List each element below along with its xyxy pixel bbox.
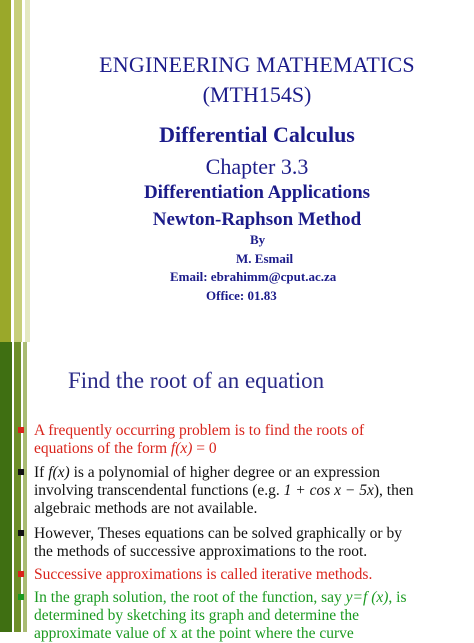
accent-bar <box>23 342 27 632</box>
bullet-line: approximate value of x at the point where the curve <box>34 625 354 642</box>
content-slide <box>0 342 474 642</box>
square-bullet-icon <box>18 594 24 600</box>
square-bullet-icon <box>18 530 24 536</box>
square-bullet-icon <box>18 427 24 433</box>
accent-bar <box>14 342 21 632</box>
author-email: Email: ebrahimm@cput.ac.za <box>170 269 337 284</box>
course-title: ENGINEERING MATHEMATICS <box>99 52 415 77</box>
accent-bar <box>14 0 22 342</box>
author-office: Office: 01.83 <box>206 288 277 303</box>
author-name: M. Esmail <box>236 251 294 266</box>
bullet-line: In the graph solution, the root of the function, say y=f (x), is <box>34 589 407 606</box>
bullet-line: algebraic methods are not available. <box>34 500 258 517</box>
bullet-line: Successive approximations is called iterative methods. <box>34 566 373 583</box>
slide-title: Find the root of an equation <box>68 368 325 393</box>
by-label: By <box>250 232 266 247</box>
bullet-line: determined by sketching its graph and determine the <box>34 607 359 624</box>
bullet-line: If f(x) is a polynomial of higher degree or an expression <box>34 464 381 481</box>
square-bullet-icon <box>18 469 24 475</box>
course-code: (MTH154S) <box>202 82 312 107</box>
topic-title: Differential Calculus <box>159 122 355 147</box>
bullet-line: the methods of successive approximations to the root. <box>34 543 368 560</box>
bullet-line: However, Theses equations can be solved graphically or by <box>34 525 402 542</box>
square-bullet-icon <box>18 571 24 577</box>
accent-bar <box>0 0 11 342</box>
bullet-line: equations of the form f(x) = 0 <box>34 440 217 457</box>
bullet-line: A frequently occurring problem is to find the roots of <box>34 422 365 439</box>
subtitle-line-2: Newton-Raphson Method <box>152 209 362 230</box>
bullet-line: involving transcendental functions (e.g. 1 + cos x − 5x), then <box>34 482 414 499</box>
accent-bar <box>25 0 30 342</box>
subtitle-line-1: Differentiation Applications <box>143 182 371 203</box>
accent-bar <box>0 342 12 632</box>
chapter-label: Chapter 3.3 <box>205 154 309 179</box>
